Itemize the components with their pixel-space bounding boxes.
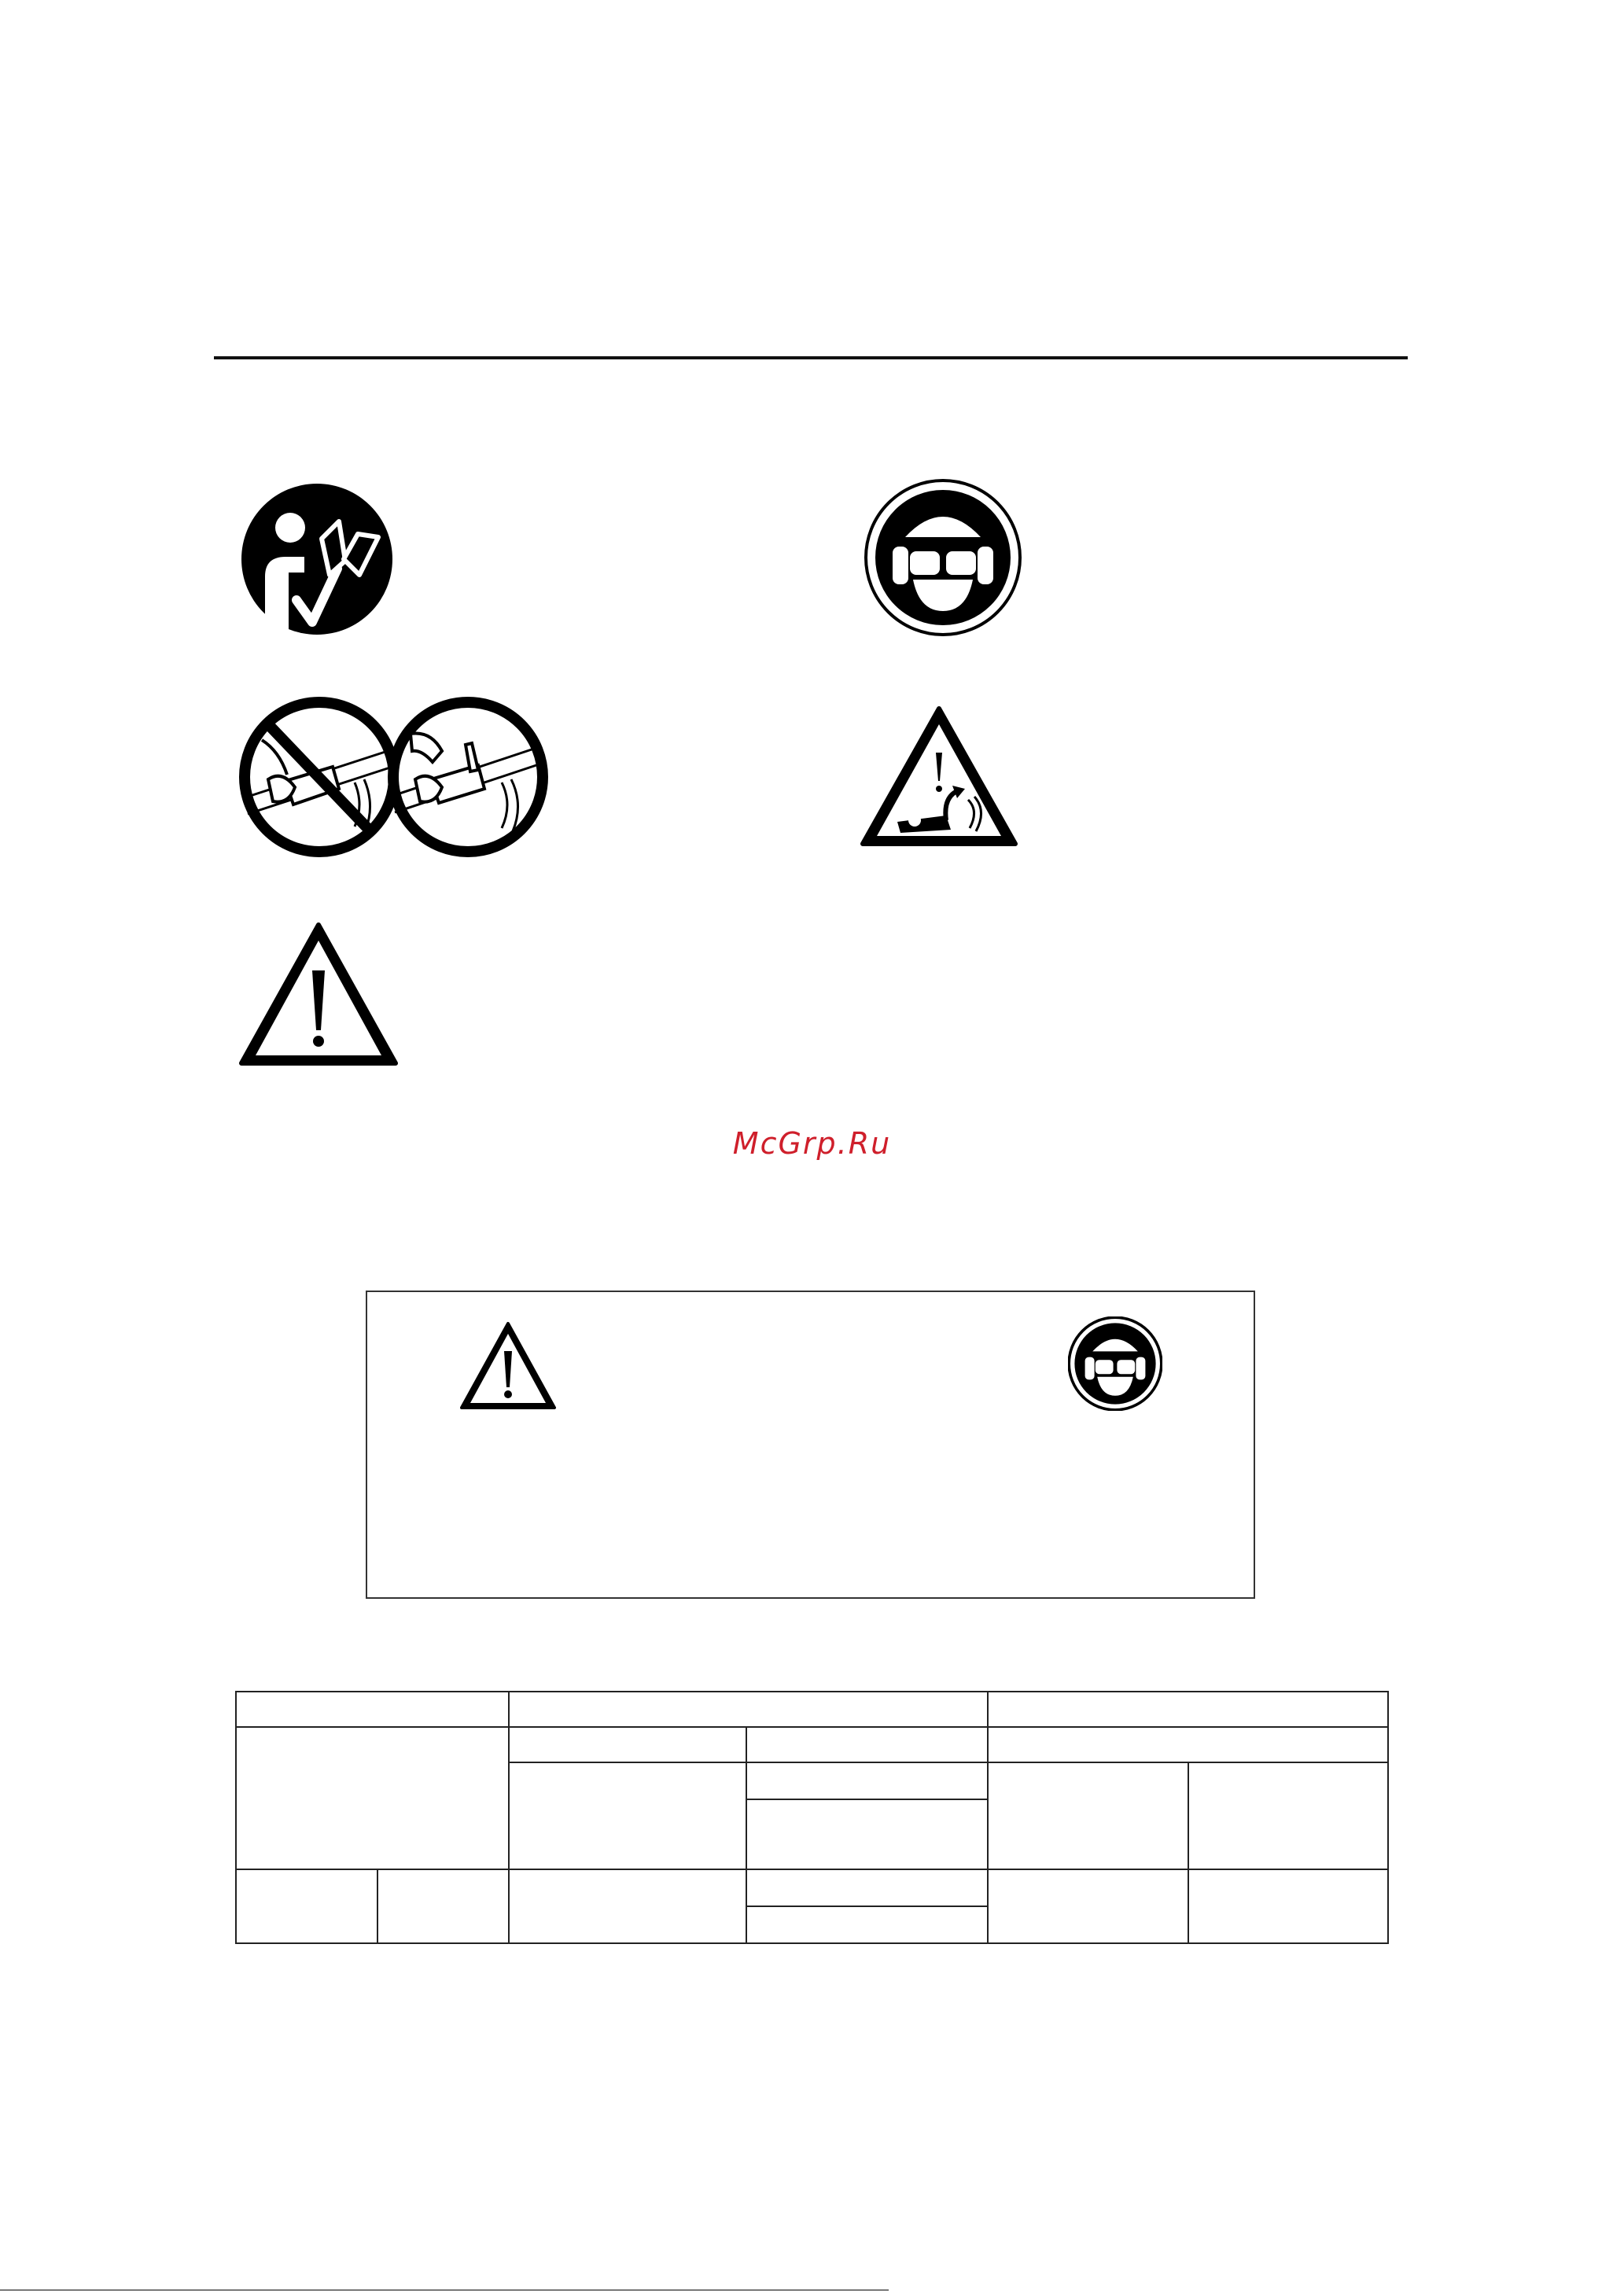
table-cell xyxy=(509,1727,746,1762)
table-cell xyxy=(1188,1869,1388,1943)
box-head-protection-icon xyxy=(1068,1316,1162,1411)
general-warning-icon xyxy=(238,922,399,1068)
head-eye-ear-protection-icon xyxy=(864,479,1022,636)
table-cell xyxy=(988,1869,1188,1943)
table-row xyxy=(236,1692,1388,1727)
table-cell xyxy=(746,1906,988,1943)
warning-box xyxy=(366,1291,1255,1599)
table-cell xyxy=(988,1692,1388,1727)
box-warning-icon xyxy=(459,1321,557,1411)
kickback-warning-icon xyxy=(860,705,1018,849)
table-row xyxy=(236,1869,1388,1906)
table-cell xyxy=(236,1727,509,1869)
table-row xyxy=(236,1727,1388,1762)
table-cell xyxy=(236,1869,377,1943)
table-cell xyxy=(988,1762,1188,1870)
table-cell xyxy=(988,1727,1388,1762)
table-cell xyxy=(509,1692,988,1727)
watermark: McGrp.Ru xyxy=(732,1126,892,1161)
table-cell xyxy=(746,1727,988,1762)
table-cell xyxy=(1188,1762,1388,1870)
header-rule xyxy=(214,356,1408,359)
table-cell xyxy=(236,1692,509,1727)
table-cell xyxy=(377,1869,509,1943)
read-manual-icon xyxy=(240,482,394,636)
table-cell xyxy=(509,1869,746,1943)
table-cell xyxy=(746,1799,988,1870)
table-cell xyxy=(509,1762,746,1870)
one-hand-operation-prohibited-icon xyxy=(238,694,400,860)
table-cell xyxy=(746,1869,988,1906)
two-hand-operation-icon xyxy=(387,694,549,860)
footer-line xyxy=(0,2289,889,2291)
specs-table xyxy=(235,1691,1389,1944)
table-cell xyxy=(746,1762,988,1799)
